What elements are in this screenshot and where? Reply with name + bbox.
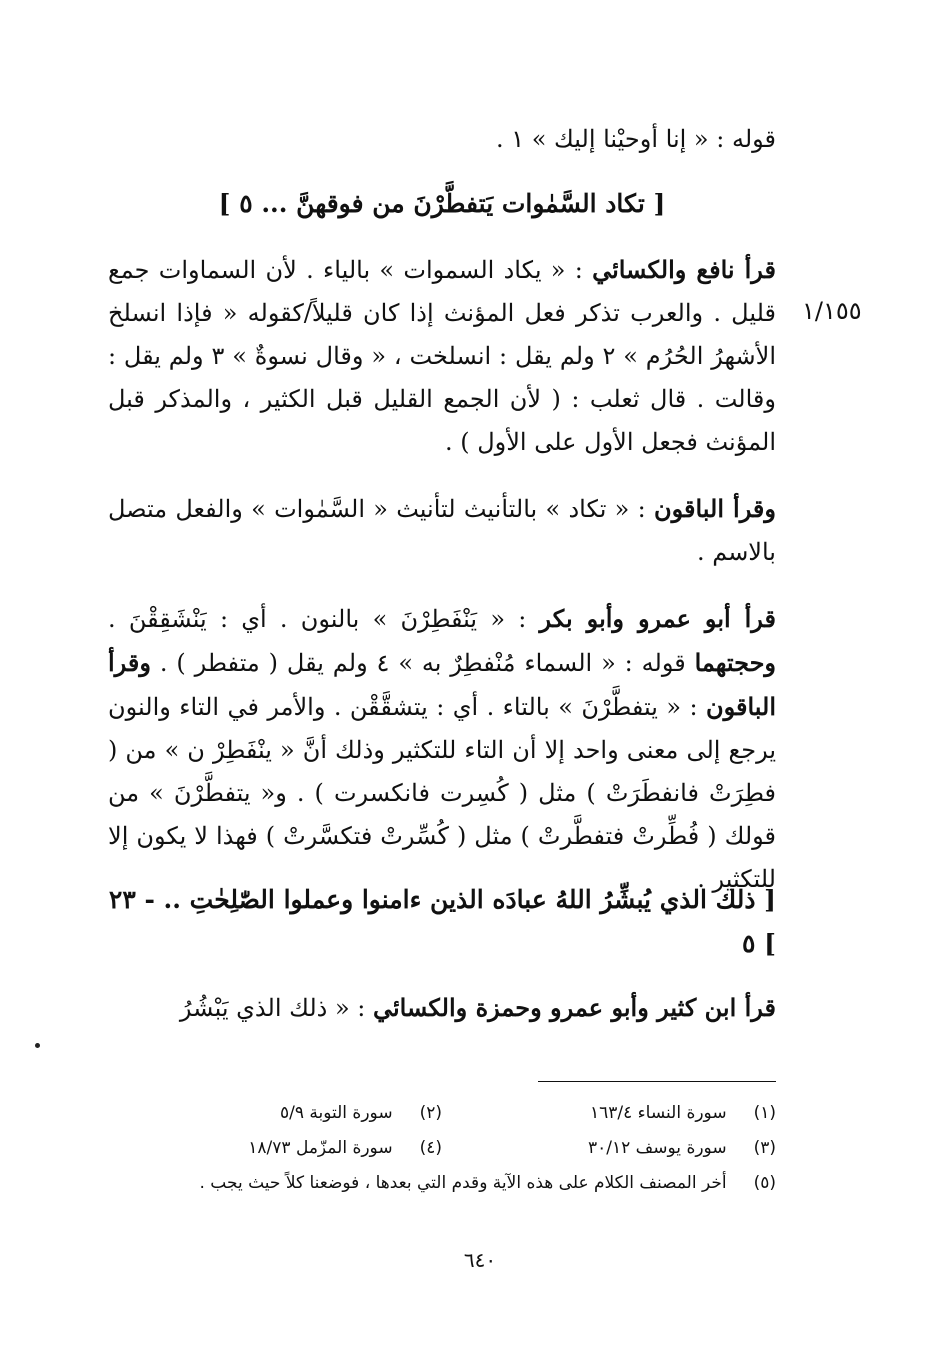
paragraph-4-lead: قرأ ابن كثير وأبو عمرو وحمزة والكسائي <box>373 993 776 1022</box>
margin-reference: ١/١٥٥ <box>802 297 862 325</box>
intro-line <box>108 118 776 161</box>
footnote-text: سورة المزّمل ١٨/٧٣ <box>248 1138 393 1158</box>
paragraph-4 <box>108 986 776 1030</box>
footnote-item <box>108 1166 776 1201</box>
footnote-number: (٢) <box>419 1103 442 1123</box>
paragraph-3-lead-2: وحجتهما <box>694 648 776 677</box>
paragraph-3 <box>108 597 776 901</box>
footnote-number: (١) <box>753 1103 776 1123</box>
footnote-row <box>108 1096 776 1131</box>
verse-heading-1: [ تكاد السَّمٰوات يَتفطَّرْنَ من فوقهنَّ ... ٥ ] <box>218 189 666 218</box>
margin-dot <box>35 1043 40 1048</box>
footnote-item <box>108 1096 442 1131</box>
page-number: ٦٤٠ <box>463 1248 497 1272</box>
footnote-item <box>108 1131 442 1166</box>
footnote-number: (٣) <box>753 1138 776 1158</box>
footnote-text: سورة النساء ١٦٣/٤ <box>590 1103 727 1123</box>
paragraph-3-lead: قرأ أبو عمرو وأبو بكر <box>539 604 777 633</box>
paragraph-2-text: : « تكاد » بالتأنيث لتأنيث « السَّمٰوات » والفعل متصل بالاسم . <box>108 495 776 566</box>
paragraph-3-text-3: : « يتفطَّرْنَ » بالتاء . أي : يتشقَّقْن . والأمر في التاء والنون يرجع إلى معنى واحد إلا أن التاء للتكثير وذلك أنَّ « ينْفَطِرْ ن » من ( فطِرَتْ فانفطَرَتْ ) مثل ( كُسِرت فانكسرت ) . و« يتفطَّرْنَ » من قولك ( فُطِّرتْ فتفطَّرتْ ) مثل ( كُسِّرتْ فتكسَّرتْ ) فهذا لا يكون إلا للتكثير . <box>108 693 777 893</box>
verse-heading-2: [ ذلك الذي يُبشِّرُ اللهُ عبادَه الذين ءامنوا وعملوا الصّٰلِحٰتِ .. - ٢٣ ] ٥ <box>108 885 776 958</box>
footnote-divider <box>538 1081 776 1082</box>
paragraph-4-text: : « ذلك الذي يَبْشُرُ <box>179 994 373 1022</box>
paragraph-3-text-1: : « يَنْفَطِرْنَ » بالنون . أي : يَنْشَقِقْنَ . <box>108 605 540 633</box>
intro-text: قوله : « إنا أوحيْنا إليك » ١ . <box>495 125 776 153</box>
paragraph-2 <box>108 487 776 574</box>
paragraph-1 <box>108 248 776 464</box>
paragraph-1-text: : « يكاد السموات » بالياء . لأن السماوات جمع قليل . والعرب تذكر فعل المؤنث إذا كان قليلاً/كقوله « فإذا انسلخ الأشهرُ الحُرُم » ٢ ولم يقل : انسلخت ، « وقال نسوةٌ » ٣ ولم يقل : وقالت . قال ثعلب : ( لأن الجمع القليل قبل الكثير ، والمذكر قبل المؤنث فجعل الأول على الأول ) . <box>108 256 776 456</box>
footnote-text: سورة يوسف ٣٠/١٢ <box>588 1138 727 1158</box>
paragraph-3-lead-3: وقرأ الباقون <box>108 648 776 721</box>
footnote-text: أخر المصنف الكلام على هذه الآية وقدم التي بعدها ، فوضعنا كلاً حيث يجب . <box>199 1173 727 1193</box>
footnote-item <box>442 1131 776 1166</box>
footnote-item <box>442 1096 776 1131</box>
footnote-number: (٥) <box>753 1173 776 1193</box>
footnotes <box>108 1096 776 1201</box>
footnote-text: سورة التوبة ٥/٩ <box>279 1103 393 1123</box>
footnote-row <box>108 1131 776 1166</box>
paragraph-2-lead: وقرأ الباقون <box>653 494 776 523</box>
paragraph-3-text-2: قوله : « السماء مُنْفطِرٌ به » ٤ ولم يقل ( متفطر ) . <box>150 649 695 677</box>
paragraph-1-lead: قرأ نافع والكسائي <box>592 255 776 284</box>
footnote-number: (٤) <box>419 1138 442 1158</box>
footnote-row <box>108 1166 776 1201</box>
